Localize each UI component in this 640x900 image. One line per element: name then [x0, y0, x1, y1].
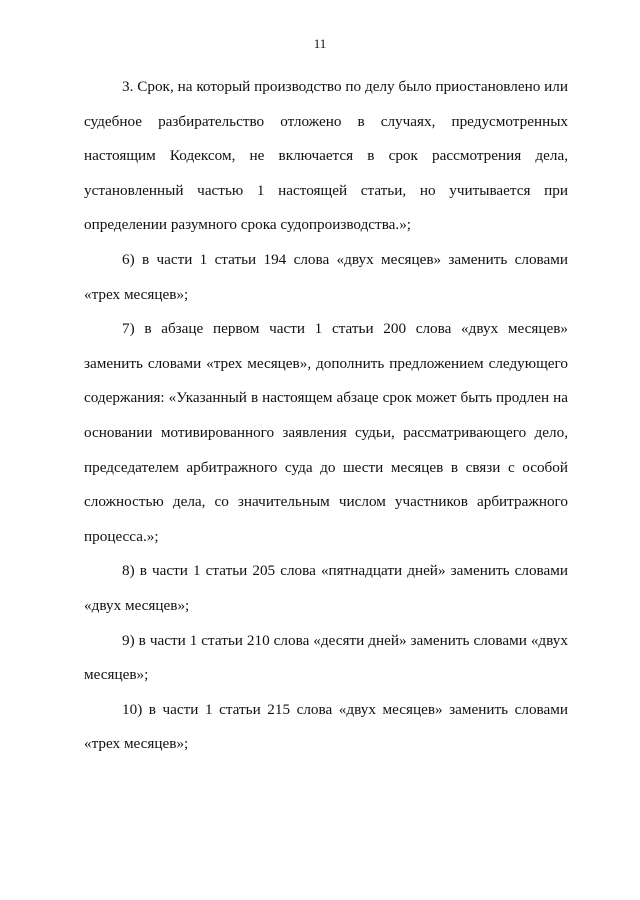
paragraph-item-6: 6) в части 1 статьи 194 слова «двух месяцев» заменить словами «трех месяцев»; [84, 250, 568, 303]
page-number: 11 [313, 36, 327, 51]
paragraph-item-10: 10) в части 1 статьи 215 слова «двух месяцев» заменить словами «трех месяцев»; [84, 700, 568, 753]
paragraph-clause-3: 3. Срок, на который производство по делу было приостановлено или судебное разбирательство отложено в случаях, предусмотренных настоящим Кодексом, не включается в срок рассмотрения дела, установленный частью 1 настоящей статьи, но учитывается при определении разумного срока судопроизводства.»; [84, 78, 568, 234]
paragraph-item-9: 9) в части 1 статьи 210 слова «десяти дней» заменить словами «двух месяцев»; [84, 631, 568, 684]
document-body [84, 70, 568, 762]
paragraph-item-8: 8) в части 1 статьи 205 слова «пятнадцати дней» заменить словами «двух месяцев»; [84, 562, 568, 614]
paragraph-item-7: 7) в абзаце первом части 1 статьи 200 слова «двух месяцев» заменить словами «трех месяцев», дополнить предложением следующего содержания: «Указанный в настоящем абзаце срок может быть продлен на основании мотивированного заявления судьи, рассматривающего дело, председателем арбитражного суда до шести месяцев в связи с особой сложностью дела, со значительным числом участников арбитражного процесса.»; [84, 320, 568, 545]
